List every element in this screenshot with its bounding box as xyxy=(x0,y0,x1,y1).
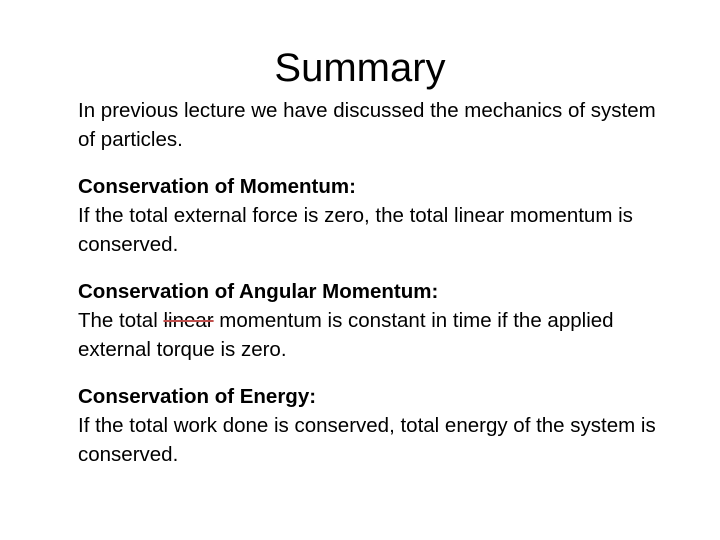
section-text: If the total external force is zero, the total linear momentum is conserved. xyxy=(78,204,633,256)
section-heading: Conservation of Energy: xyxy=(78,385,317,408)
slide-title: Summary xyxy=(274,46,446,90)
struck-word: linear xyxy=(163,309,214,332)
section-text: If the total work done is conserved, total energy of the system is conserved. xyxy=(78,414,656,466)
section-text-after: momentum is constant in time if the applied external torque is zero. xyxy=(78,309,614,361)
section-text-before: The total xyxy=(78,309,164,332)
section-angular-momentum xyxy=(78,277,678,364)
slide-content xyxy=(78,96,678,487)
section-momentum xyxy=(78,172,678,259)
section-heading: Conservation of Angular Momentum: xyxy=(78,280,439,303)
section-energy xyxy=(78,382,678,469)
section-heading: Conservation of Momentum: xyxy=(78,175,356,198)
intro-paragraph: In previous lecture we have discussed the mechanics of system of particles. xyxy=(78,99,656,151)
